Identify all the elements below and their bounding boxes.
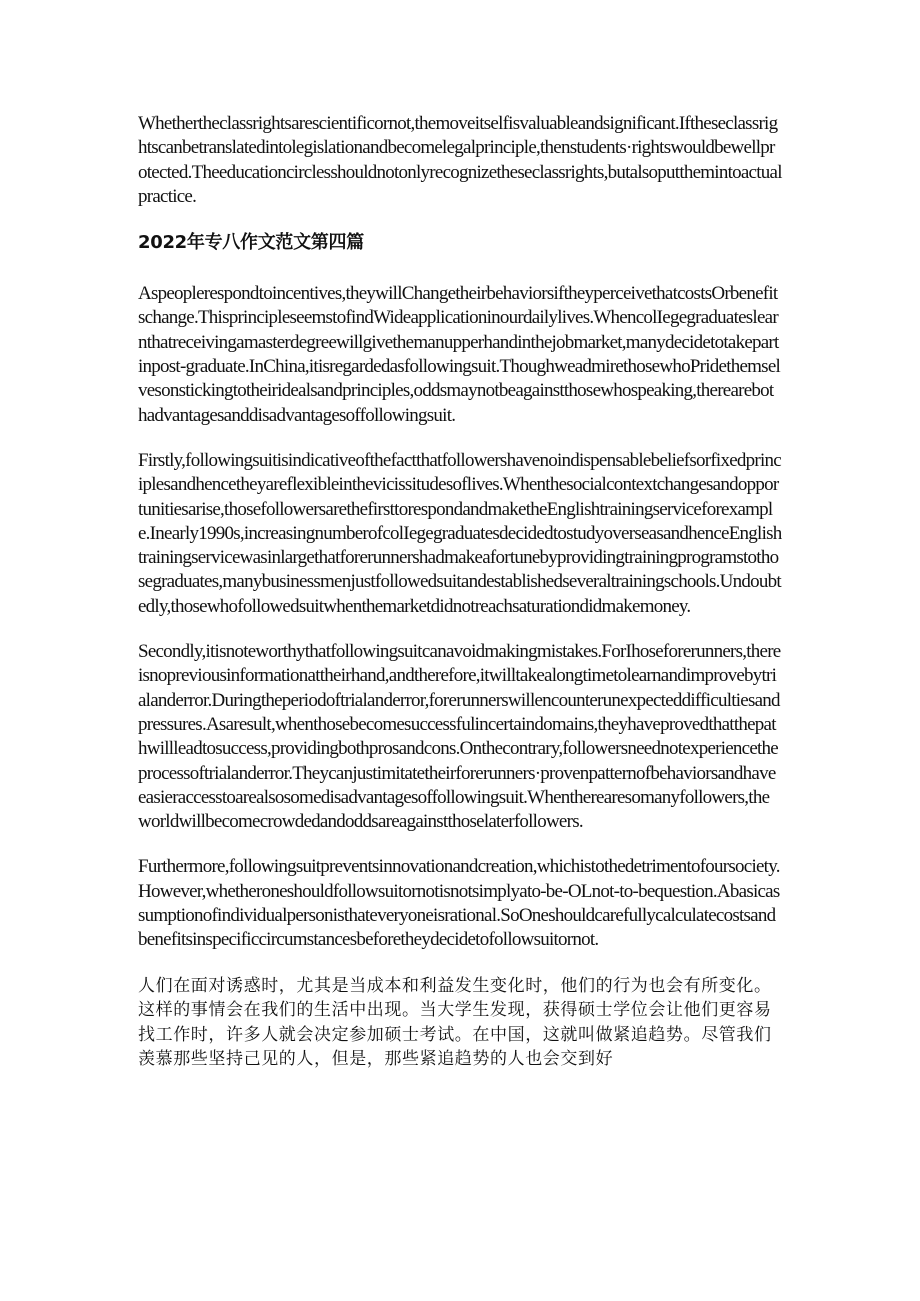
- document-page: [138, 112, 782, 1072]
- paragraph-chinese-translation: 人们在面对诱惑时，尤其是当成本和利益发生变化时，他们的行为也会有所变化。这样的事情会在我们的生活中出现。当大学生发现，获得硕士学位会让他们更容易找工作时，许多人就会决定参加硕士考试。在中国，这就叫做紧追趋势。尽管我们羡慕那些坚持己见的人，但是，那些紧追趋势的人也会交到好: [138, 975, 772, 1070]
- paragraph-intro: Aspeoplerespondtoincentives,theywillChangetheirbehaviorsiftheyperceivethatcostsOrbenefitschange.ThisprincipleseemstofindWideapplicationinourdailylives.WhencolIegegraduateslearnthatreceivingamasterdegreewillgivethemanupperhandinthejobmarket,manydecidetotakepartinpost-graduate.InChina,itisregardedasfollowingsuit.ThoughweadmirethosewhoPridethemselvesonstickingtotheiridealsandprinciples,oddsmaynotbeagainstthosewhospeaking,therearebothadvantagesanddisadvantagesoffollowingsuit.: [138, 283, 781, 426]
- paragraph-class-rights: Whethertheclassrightsarescientificornot,themoveitselfisvaluableandsignificant.Iftheseclassrightscanbetranslatedintolegislationandbecomelegalprinciple,thenstudents·rightswouldbewellprotected.Theeducationcirclesshouldnotonlyrecognizetheseclassrights,butalsoputthemintoactualpractice.: [138, 113, 782, 207]
- paragraph-secondly: Secondly,itisnoteworthythatfollowingsuitcanavoidmakingmistakes.ForIhoseforerunners,thereisnopreviousinformationattheirhand,andtherefore,itwilltakealongtimetolearnandimprovebytrialanderror.Duringtheperiodoftrialanderror,forerunnerswillencounterunexpecteddifficultiesandpressures.Asaresult,whenthosebecomesuccessfulincertaindomains,theyhaveprovedthatthepathwillleadtosuccess,providingbothprosandcons.Onthecontrary,followersneednotexperiencetheprocessoftrialanderror.Theycanjustimitatetheirforerunners·provenpatternofbehaviorsandhaveeasieraccesstoarealsosomedisadvantagesoffollowingsuit.Whentherearesomanyfollowers,theworldwillbecomecrowdedandoddsareagainstthoselaterfollowers.: [138, 641, 781, 833]
- section-heading: 2022年专八作文范文第四篇: [138, 232, 364, 254]
- paragraph-firstly: Firstly,followingsuitisindicativeofthefactthatfollowershavenoindispensablebeliefsorfixedprinciplesandhencetheyareflexibleinthevicissitudesoflives.Whenthesocialcontextchangesandopportunitiesarise,thosefollowersarethefirsttorespondandmaketheEnglishtrainingserviceforexample.Inearly1990s,increasingnumberofcolIegegraduatesdecidedtostudyoverseasandhenceEnglishtrainingservicewasinlargethatforerunnershadmakeafortunebyprovidingtrainingprogramstothosegraduates,manybusinessmenjustfollowedsuitandestablishedseveraltrainingschools.Undoubtedly,thosewhofollowedsuitwhenthemarketdidnotreachsaturationdidmakemoney.: [138, 449, 782, 617]
- paragraph-furthermore: Furthermore,followingsuitpreventsinnovationandcreation,whichistothedetrimentofoursociety.However,whetheroneshouldfollowsuitornotisnotsimplyato-be-OLnot-to-bequestion.Abasicassumptionofindividualpersonisthateveryoneisrational.SoOneshouldcarefullycalculatecostsandbenefitsinspecificcircumstancesbeforetheydecidetofollowsuitornot.: [138, 856, 780, 951]
